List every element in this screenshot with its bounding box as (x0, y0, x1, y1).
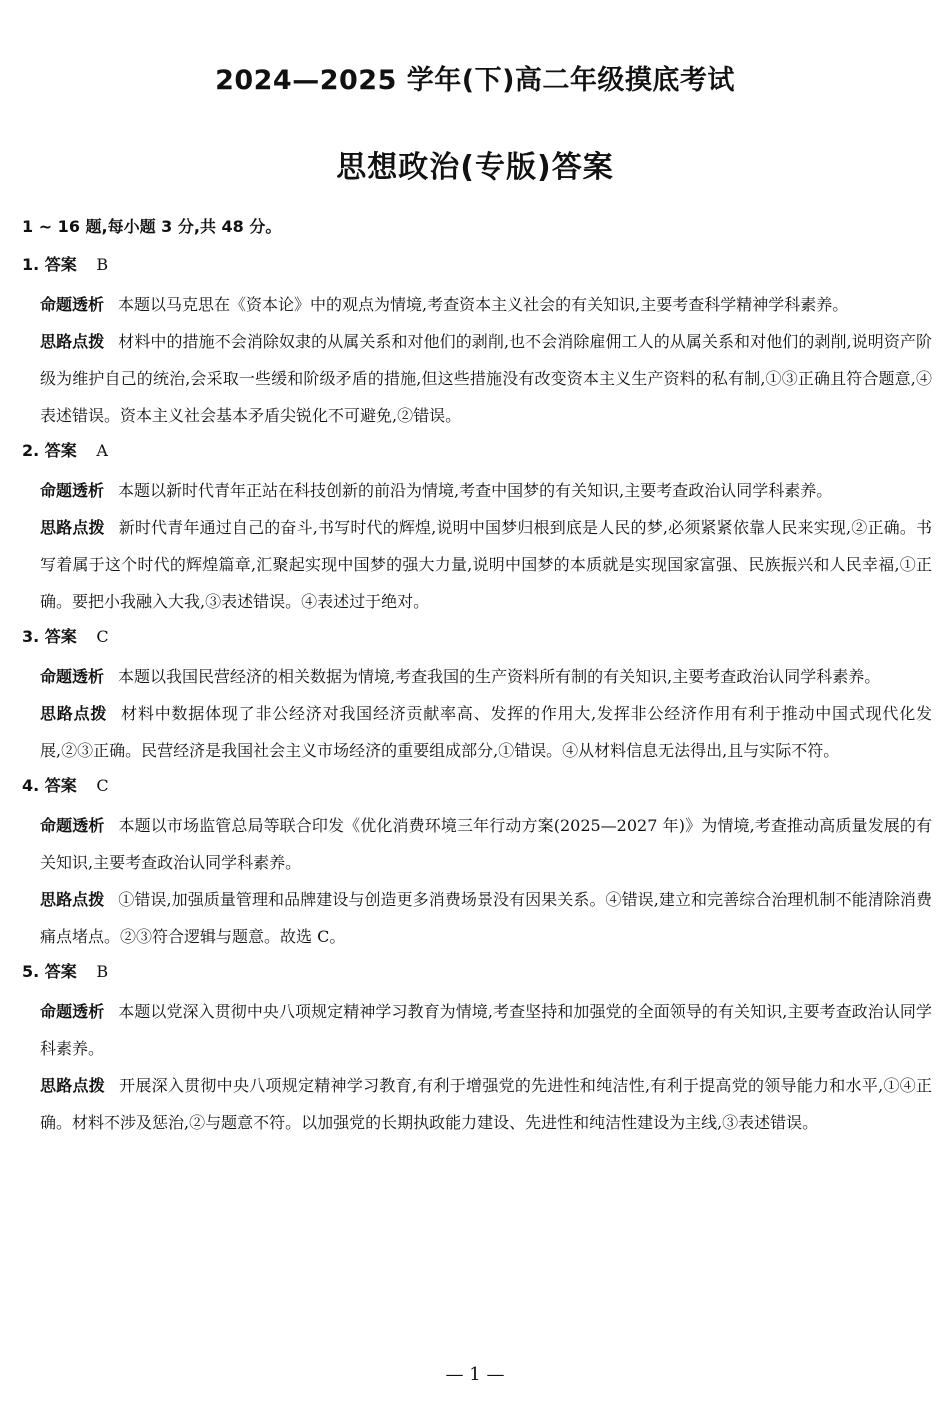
answer-value: A (96, 441, 108, 460)
hint-text: 材料中数据体现了非公经济对我国经济贡献率高、发挥的作用大,发挥非公经济作用有利于推动中国式现代化发展,②③正确。民营经济是我国社会主义市场经济的重要组成部分,①错误。④从材料信息无法得出,且与实际不符。 (40, 704, 932, 760)
hint-text: 开展深入贯彻中央八项规定精神学习教育,有利于增强党的先进性和纯洁性,有利于提高党的领导能力和水平,①④正确。材料不涉及惩治,②与题意不符。以加强党的长期执政能力建设、先进性和纯洁性建设为主线,③表述错误。 (40, 1076, 932, 1132)
hint-label: 思路点拨 (40, 332, 105, 351)
hint-block (40, 323, 932, 434)
analysis-text: 本题以马克思在《资本论》中的观点为情境,考查资本主义社会的有关知识,主要考查科学精神学科素养。 (118, 295, 849, 314)
question-header (22, 248, 932, 286)
question-header (22, 620, 932, 658)
analysis-label: 命题透析 (40, 295, 105, 314)
analysis-label: 命题透析 (40, 816, 105, 835)
hint-label: 思路点拨 (40, 1076, 106, 1095)
analysis-block (40, 993, 932, 1067)
answer-label: 答案 (44, 627, 77, 646)
answer-value: B (96, 962, 109, 981)
questions-list (22, 248, 932, 1141)
hint-label: 思路点拨 (40, 518, 105, 537)
analysis-block (40, 472, 932, 509)
hint-label: 思路点拨 (40, 704, 108, 723)
analysis-text: 本题以新时代青年正站在科技创新的前沿为情境,考查中国梦的有关知识,主要考查政治认同学科素养。 (118, 481, 833, 500)
hint-label: 思路点拨 (40, 890, 105, 909)
exam-title: 2024—2025 学年(下)高二年级摸底考试 (215, 65, 735, 96)
question-number: 2. (22, 441, 40, 460)
answer-value: B (96, 255, 109, 274)
question-header (22, 769, 932, 807)
hint-block (40, 1067, 932, 1141)
answer-label: 答案 (44, 776, 77, 795)
question-5 (22, 955, 932, 1141)
analysis-block (40, 658, 932, 695)
analysis-label: 命题透析 (40, 481, 105, 500)
question-4 (22, 769, 932, 955)
scoring-intro: 1 ~ 16 题,每小题 3 分,共 48 分。 (22, 217, 282, 236)
answer-label: 答案 (44, 255, 77, 274)
answer-label: 答案 (44, 441, 77, 460)
analysis-text: 本题以我国民营经济的相关数据为情境,考查我国的生产资料所有制的有关知识,主要考查政治认同学科素养。 (118, 667, 881, 686)
answer-label: 答案 (44, 962, 77, 981)
analysis-label: 命题透析 (40, 1002, 105, 1021)
question-header (22, 434, 932, 472)
hint-text: 材料中的措施不会消除奴隶的从属关系和对他们的剥削,也不会消除雇佣工人的从属关系和对他们的剥削,说明资产阶级为维护自己的统治,会采取一些缓和阶级矛盾的措施,但这些措施没有改变资本主义生产资料的私有制,①③正确且符合题意,④表述错误。资本主义社会基本矛盾尖锐化不可避免,②错误。 (40, 332, 932, 425)
hint-text: 新时代青年通过自己的奋斗,书写时代的辉煌,说明中国梦归根到底是人民的梦,必须紧紧依靠人民来实现,②正确。书写着属于这个时代的辉煌篇章,汇聚起实现中国梦的强大力量,说明中国梦的本质就是实现国家富强、民族振兴和人民幸福,①正确。要把小我融入大我,③表述错误。④表述过于绝对。 (40, 518, 932, 611)
page-number: — 1 — (445, 1364, 505, 1385)
answer-value: C (96, 627, 109, 646)
exam-subtitle: 思想政治(专版)答案 (336, 150, 614, 185)
question-3 (22, 620, 932, 769)
hint-block (40, 509, 932, 620)
hint-block (40, 695, 932, 769)
analysis-text: 本题以市场监管总局等联合印发《优化消费环境三年行动方案(2025—2027 年)》为情境,考查推动高质量发展的有关知识,主要考查政治认同学科素养。 (40, 816, 932, 872)
question-number: 3. (22, 627, 40, 646)
question-2 (22, 434, 932, 620)
answer-value: C (96, 776, 109, 795)
hint-block (40, 881, 932, 955)
question-1 (22, 248, 932, 434)
hint-text: ①错误,加强质量管理和品牌建设与创造更多消费场景没有因果关系。④错误,建立和完善综合治理机制不能清除消费痛点堵点。②③符合逻辑与题意。故选 C。 (40, 890, 932, 946)
question-number: 1. (22, 255, 40, 274)
analysis-label: 命题透析 (40, 667, 105, 686)
analysis-block (40, 807, 932, 881)
analysis-text: 本题以党深入贯彻中央八项规定精神学习教育为情境,考查坚持和加强党的全面领导的有关知识,主要考查政治认同学科素养。 (40, 1002, 932, 1058)
question-header (22, 955, 932, 993)
question-number: 4. (22, 776, 40, 795)
analysis-block (40, 286, 932, 323)
question-number: 5. (22, 962, 40, 981)
